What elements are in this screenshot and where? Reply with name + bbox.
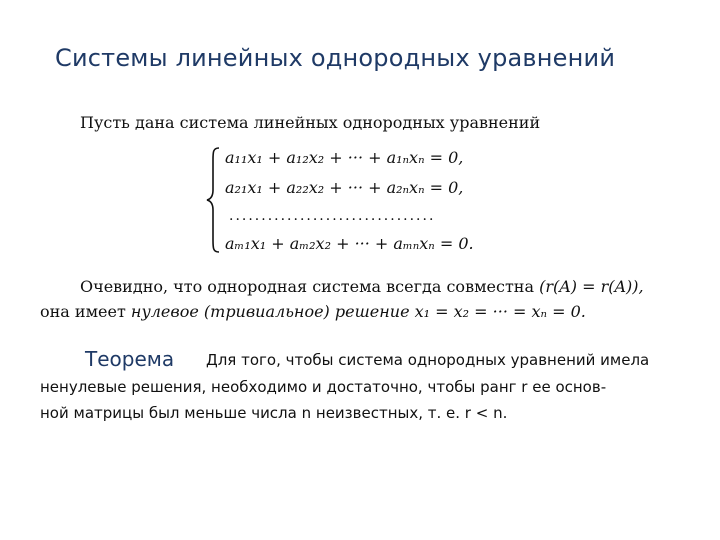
left-brace-icon bbox=[205, 146, 221, 254]
intro-text: Пусть дана система линейных однородных уравнений bbox=[80, 113, 541, 132]
theorem-line-2: ненулевые решения, необходимо и достаточно, чтобы ранг r ее основ- bbox=[40, 378, 607, 396]
equation-row-1: a₁₁x₁ + a₁₂x₂ + ··· + a₁ₙxₙ = 0, bbox=[225, 148, 464, 167]
slide-title: Системы линейных однородных уравнений bbox=[55, 44, 616, 72]
equation-row-m: aₘ₁x₁ + aₘ₂x₂ + ··· + aₘₙxₙ = 0. bbox=[225, 234, 474, 253]
statement-text: Очевидно, что однородная система всегда совместна bbox=[80, 277, 534, 296]
theorem-line-3: ной матрицы был меньше числа n неизвестных, т. е. r < n. bbox=[40, 404, 508, 422]
statement-line-2 bbox=[40, 302, 586, 321]
theorem-line-1: Для того, чтобы система однородных уравнений имела bbox=[206, 351, 650, 369]
rank-equality: (r(A) = r(A)), bbox=[539, 277, 644, 296]
statement-text-2: она имеет bbox=[40, 302, 126, 321]
trivial-solution-term: нулевое (тривиальное) решение bbox=[130, 302, 410, 321]
equation-row-2: a₂₁x₁ + a₂₂x₂ + ··· + a₂ₙxₙ = 0, bbox=[225, 178, 464, 197]
equation-system bbox=[205, 146, 535, 256]
equation-dots-row: ································ bbox=[229, 212, 436, 228]
theorem-label: Теорема bbox=[85, 347, 175, 371]
statement-line-1 bbox=[80, 277, 644, 296]
trivial-solution-math: x₁ = x₂ = ··· = xₙ = 0. bbox=[414, 302, 586, 321]
